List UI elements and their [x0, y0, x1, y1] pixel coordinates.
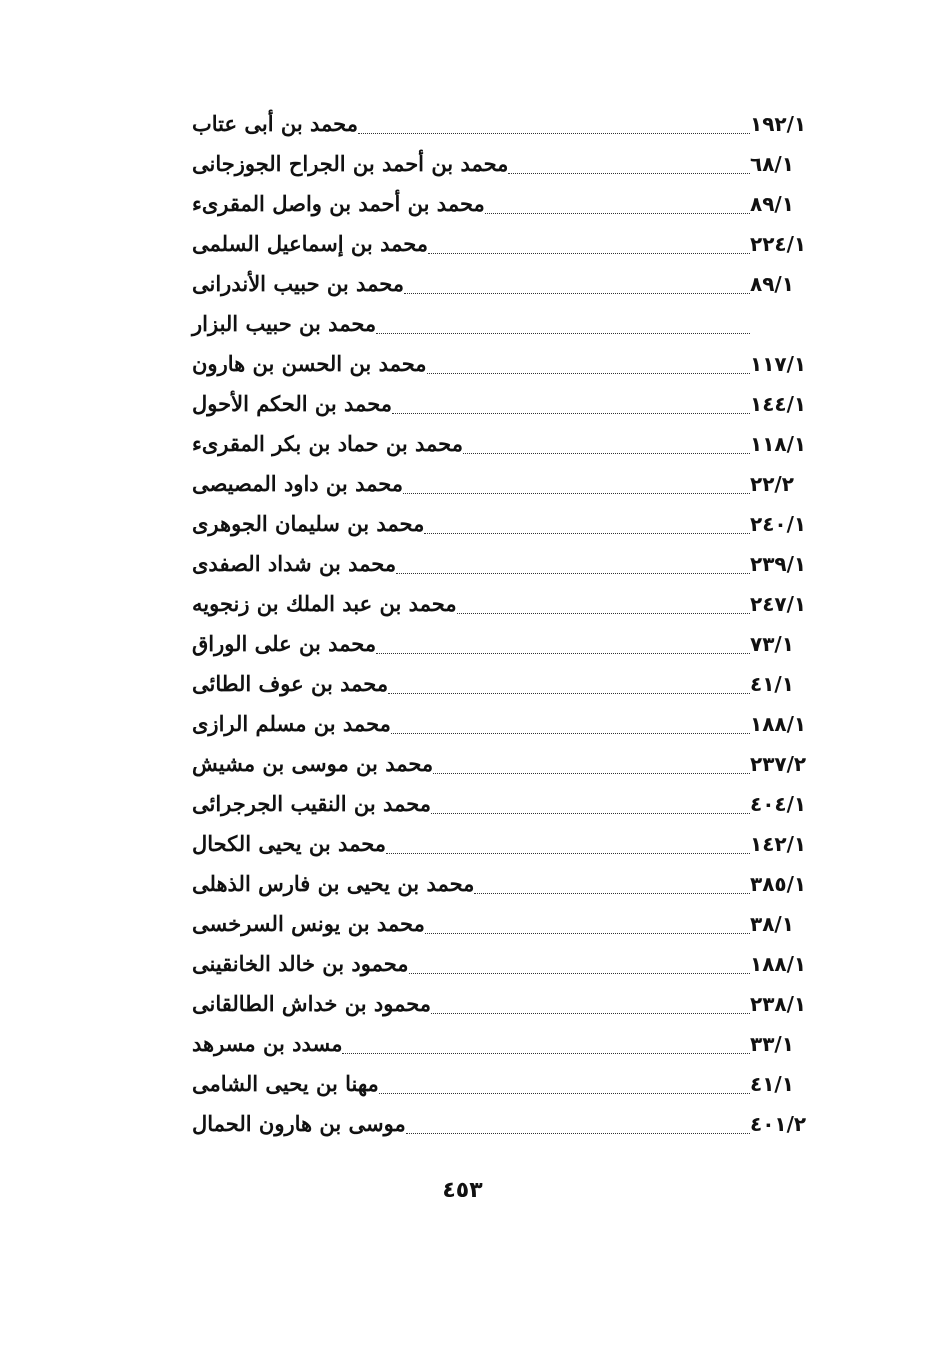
dot-leader: [376, 333, 750, 334]
entry-name: محمد بن عبد الملك بن زنجويه: [192, 591, 457, 616]
entry-name: مسدد بن مسرهد: [192, 1031, 343, 1056]
dot-leader: [427, 373, 750, 374]
dot-leader: [396, 573, 750, 574]
index-entry: [178, 144, 838, 184]
index-entry: [178, 384, 838, 424]
index-entry: [178, 104, 838, 144]
entry-name: محمد بن إسماعيل السلمى: [192, 231, 429, 256]
index-entry: [178, 1024, 838, 1064]
dot-leader: [392, 413, 750, 414]
entry-reference: ٤١/١: [750, 1072, 794, 1096]
dot-leader: [425, 933, 750, 934]
index-entry: [178, 544, 838, 584]
entry-reference: ١٤٤/١: [750, 392, 807, 416]
dot-leader: [403, 493, 750, 494]
entry-name: محمد بن مسلم الرازى: [192, 711, 391, 736]
index-entry: [178, 504, 838, 544]
index-list: [178, 104, 838, 1144]
dot-leader: [433, 773, 750, 774]
entry-reference: ٦٨/١: [750, 152, 794, 176]
entry-reference: ٢٢٤/١: [750, 232, 807, 256]
entry-name: موسى بن هارون الحمال: [192, 1111, 406, 1136]
entry-name: مهنا بن يحيى الشامى: [192, 1071, 379, 1096]
index-entry: [178, 664, 838, 704]
dot-leader: [379, 1093, 750, 1094]
entry-reference: ٢٢/٢: [750, 472, 794, 496]
entry-name: محمود بن خداش الطالقانى: [192, 991, 432, 1016]
index-entry: [178, 904, 838, 944]
entry-reference: ٣٣/١: [750, 1032, 794, 1056]
entry-reference: ١١٧/١: [750, 352, 807, 376]
index-entry: [178, 824, 838, 864]
entry-reference: ١٩٢/١: [750, 112, 807, 136]
entry-name: محمد بن أبى عتاب: [192, 111, 358, 136]
dot-leader: [358, 133, 750, 134]
index-entry: [178, 744, 838, 784]
dot-leader: [376, 653, 750, 654]
entry-name: محمد بن على الوراق: [192, 631, 377, 656]
dot-leader: [428, 253, 750, 254]
index-entry: [178, 184, 838, 224]
entry-reference: ٨٩/١: [750, 272, 794, 296]
entry-reference: ٨٩/١: [750, 192, 794, 216]
index-entry: [178, 224, 838, 264]
entry-name: محمد بن حبيب البزار: [192, 311, 377, 336]
entry-reference: ٢٣٩/١: [750, 552, 807, 576]
entry-reference: ١٤٢/١: [750, 832, 807, 856]
dot-leader: [485, 213, 750, 214]
dot-leader: [386, 853, 750, 854]
entry-name: محمد بن موسى بن مشيش: [192, 751, 434, 776]
page-number: ٤٥٣: [442, 1178, 483, 1203]
entry-reference: ٣٨/١: [750, 912, 794, 936]
entry-reference: ٤١/١: [750, 672, 794, 696]
dot-leader: [463, 453, 750, 454]
entry-reference: ٢٤٧/١: [750, 592, 807, 616]
entry-name: محمود بن خالد الخانقينى: [192, 951, 409, 976]
index-entry: [178, 344, 838, 384]
entry-name: محمد بن داود المصيصى: [192, 471, 404, 496]
entry-name: محمد بن حبيب الأندرانى: [192, 271, 405, 296]
entry-reference: ٢٣٧/٢: [750, 752, 807, 776]
entry-reference: ٢٤٠/١: [750, 512, 807, 536]
dot-leader: [406, 1133, 750, 1134]
entry-name: محمد بن عوف الطائى: [192, 671, 389, 696]
index-entry: [178, 584, 838, 624]
entry-name: محمد بن يحيى بن فارس الذهلى: [192, 871, 475, 896]
entry-reference: ٤٠٤/١: [750, 792, 807, 816]
index-entry: [178, 984, 838, 1024]
entry-reference: ٧٣/١: [750, 632, 794, 656]
entry-name: محمد بن شداد الصفدى: [192, 551, 397, 576]
entry-name: محمد بن الحكم الأحول: [192, 391, 392, 416]
index-entry: [178, 424, 838, 464]
index-entry: [178, 704, 838, 744]
entry-name: محمد بن سليمان الجوهرى: [192, 511, 425, 536]
entry-reference: ٢٣٨/١: [750, 992, 807, 1016]
dot-leader: [431, 1013, 750, 1014]
dot-leader: [474, 893, 750, 894]
index-entry: [178, 944, 838, 984]
dot-leader: [391, 733, 750, 734]
index-entry: [178, 264, 838, 304]
dot-leader: [388, 693, 750, 694]
dot-leader: [424, 533, 750, 534]
entry-reference: ٣٨٥/١: [750, 872, 807, 896]
entry-name: محمد بن يحيى الكحال: [192, 831, 387, 856]
index-entry: [178, 864, 838, 904]
dot-leader: [342, 1053, 750, 1054]
index-entry: [178, 784, 838, 824]
entry-reference: ١٨٨/١: [750, 952, 807, 976]
entry-name: محمد بن أحمد بن الجراح الجوزجانى: [192, 151, 509, 176]
entry-name: محمد بن حماد بن بكر المقرىء: [192, 431, 463, 456]
dot-leader: [409, 973, 750, 974]
entry-name: محمد بن أحمد بن واصل المقرىء: [192, 191, 485, 216]
index-entry: [178, 304, 838, 344]
index-entry: [178, 1104, 838, 1144]
dot-leader: [457, 613, 750, 614]
dot-leader: [508, 173, 750, 174]
index-entry: [178, 464, 838, 504]
entry-name: محمد بن النقيب الجرجرائى: [192, 791, 432, 816]
index-entry: [178, 624, 838, 664]
entry-name: محمد بن يونس السرخسى: [192, 911, 425, 936]
entry-reference: ١١٨/١: [750, 432, 807, 456]
entry-reference: ٤٠١/٢: [750, 1112, 807, 1136]
entry-name: محمد بن الحسن بن هارون: [192, 351, 427, 376]
dot-leader: [431, 813, 750, 814]
index-entry: [178, 1064, 838, 1104]
dot-leader: [404, 293, 750, 294]
entry-reference: ١٨٨/١: [750, 712, 807, 736]
